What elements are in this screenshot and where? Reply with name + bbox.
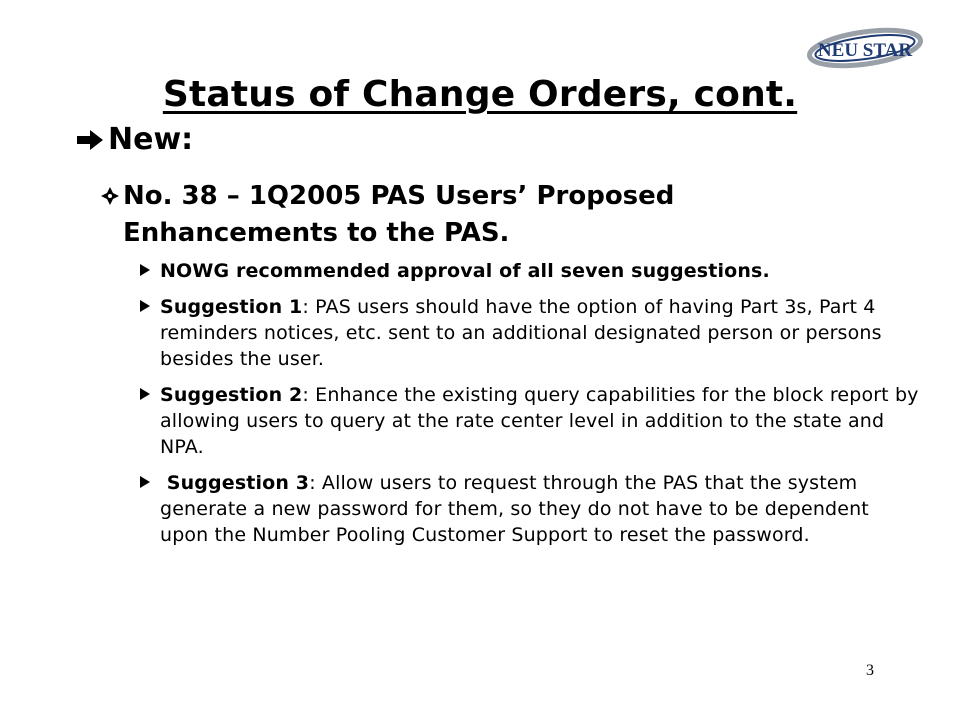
list-item-lead: Suggestion 1 (160, 296, 303, 318)
suggestion-list (140, 258, 920, 558)
list-item-text (160, 382, 920, 460)
list-item-body: : Allow users to request through the PAS that the system generate a new password for them, so they do not have to be dependent upon the Number Pooling Customer Support to reset the password. (160, 472, 869, 546)
list-item-lead: Suggestion 2 (160, 384, 303, 406)
change-order-item (101, 178, 801, 252)
diamond-bullet-icon (101, 187, 119, 205)
list-item (140, 258, 920, 284)
list-item-body: : PAS users should have the option of having Part 3s, Part 4 reminders notices, etc. sent to an additional designated person or persons besides the user. (160, 296, 882, 370)
list-item (140, 470, 920, 548)
list-item-text (160, 258, 770, 284)
change-order-text: No. 38 – 1Q2005 PAS Users’ Proposed Enhancements to the PAS. (123, 181, 675, 248)
triangle-bullet-icon (140, 388, 150, 400)
list-item (140, 382, 920, 460)
title-text: Status of Change Orders, cont. (162, 74, 798, 115)
neustar-logo-graphic (800, 18, 930, 76)
triangle-bullet-icon (140, 476, 150, 488)
page-number: 3 (866, 662, 874, 679)
logo-text: NEU STAR (817, 40, 913, 61)
neustar-logo (800, 18, 930, 76)
right-arrow-icon (76, 129, 104, 151)
section-label: New: (108, 122, 194, 157)
list-item (140, 294, 920, 372)
slide-title (0, 74, 960, 115)
list-item-text (160, 294, 920, 372)
section-heading (76, 122, 193, 157)
list-item-lead: NOWG recommended approval of all seven suggestions. (160, 260, 770, 282)
list-item-lead: Suggestion 3 (160, 472, 310, 494)
list-item-body: : Enhance the existing query capabilities for the block report by allowing users to query at the rate center level in addition to the state and NPA. (160, 384, 919, 458)
list-item-text (160, 470, 920, 548)
triangle-bullet-icon (140, 264, 150, 276)
triangle-bullet-icon (140, 300, 150, 312)
